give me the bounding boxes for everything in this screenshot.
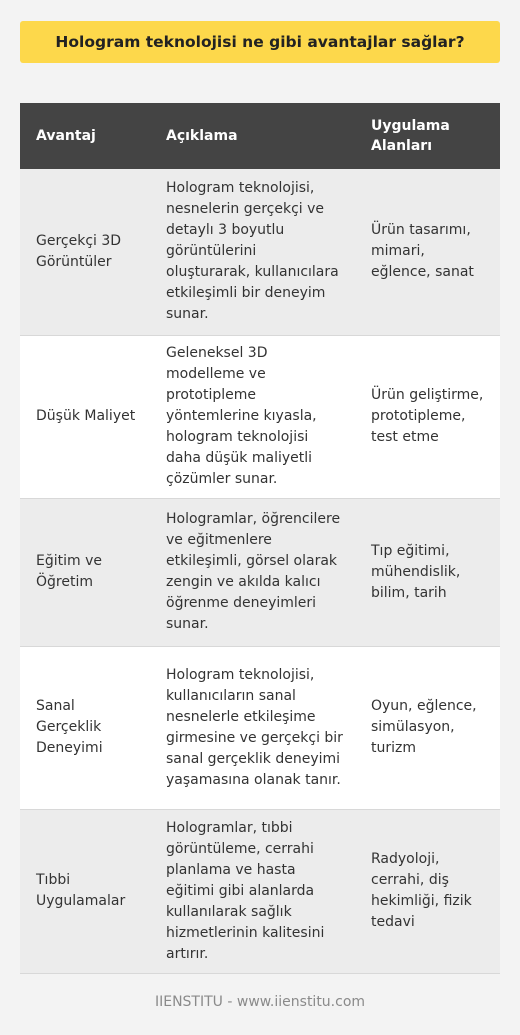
cell-description: Hologram teknolojisi, nesnelerin gerçekçi ve detaylı 3 boyutlu görüntülerini oluşturarak, kullanıcılara etkileşimli bir deneyim sunar. — [150, 169, 355, 335]
cell-advantage: Sanal Gerçeklik Deneyimi — [20, 646, 150, 809]
table-row — [20, 646, 500, 809]
table-row — [20, 335, 500, 498]
cell-description: Hologramlar, öğrencilere ve eğitmenlere etkileşimli, görsel olarak zengin ve akılda kalıcı öğrenme deneyimleri sunar. — [150, 498, 355, 646]
page-title: Hologram teknolojisi ne gibi avantajlar sağlar? — [20, 21, 500, 63]
header-aciklama: Açıklama — [166, 128, 238, 144]
advantages-table — [20, 103, 500, 974]
advantages-table-wrapper — [20, 103, 500, 974]
cell-application-areas: Oyun, eğlence, simülasyon, turizm — [355, 646, 500, 809]
table-row — [20, 809, 500, 973]
cell-description: Geleneksel 3D modelleme ve prototipleme yöntemlerine kıyasla, hologram teknolojisi daha düşük maliyetli çözümler sunar. — [150, 335, 355, 498]
table-header — [20, 103, 500, 169]
cell-application-areas: Ürün geliştirme, prototipleme, test etme — [355, 335, 500, 498]
cell-description: Hologram teknolojisi, kullanıcıların sanal nesnelerle etkileşime girmesine ve gerçekçi bir sanal gerçeklik deneyimi yaşamasına olanak tanır. — [150, 646, 355, 809]
table-row — [20, 498, 500, 646]
cell-application-areas: Radyoloji, cerrahi, diş hekimliği, fizik tedavi — [355, 809, 500, 973]
header-avantaj: Avantaj — [36, 128, 96, 144]
cell-application-areas: Ürün tasarımı, mimari, eğlence, sanat — [355, 169, 500, 335]
table-header-row — [20, 103, 500, 169]
table-row — [20, 169, 500, 335]
cell-advantage: Eğitim ve Öğretim — [20, 498, 150, 646]
cell-description: Hologramlar, tıbbi görüntüleme, cerrahi planlama ve hasta eğitimi gibi alanlarda kullanılarak sağlık hizmetlerinin kalitesini artırır. — [150, 809, 355, 973]
cell-advantage: Gerçekçi 3D Görüntüler — [20, 169, 150, 335]
cell-advantage: Düşük Maliyet — [20, 335, 150, 498]
cell-advantage: Tıbbi Uygulamalar — [20, 809, 150, 973]
table-body — [20, 169, 500, 973]
header-uygulama-alanlari: Uygulama Alanları — [371, 118, 450, 154]
footer-credit: IIENSTITU - www.iienstitu.com — [154, 994, 366, 1010]
cell-application-areas: Tıp eğitimi, mühendislik, bilim, tarih — [355, 498, 500, 646]
